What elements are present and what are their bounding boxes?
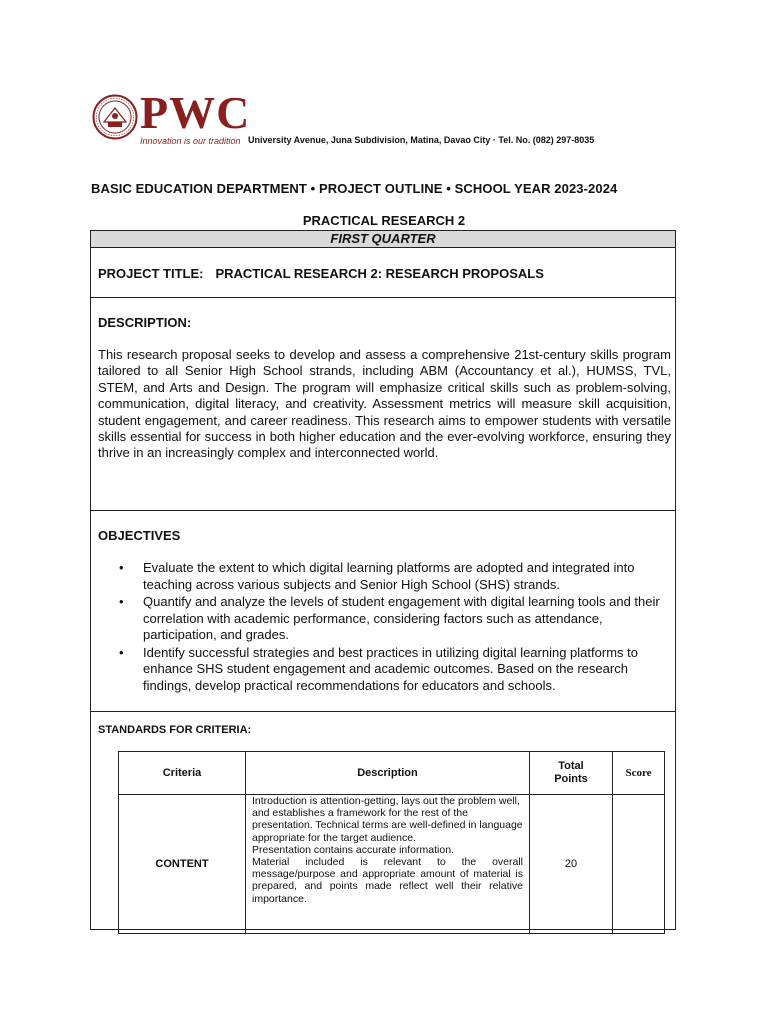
column-header-description: Description <box>246 752 530 795</box>
objective-item <box>98 594 671 644</box>
objectives-list <box>98 560 671 695</box>
description-text: This research proposal seeks to develop and assess a comprehensive 21st-century skills program tailored to all Senior High School strands, including ABM (Accountancy et al.), HUMSS, TVL, STEM, and Arts and Design. The program will emphasize critical skills such as problem-solving, communication, digital literacy, and creativity. Assessment metrics will measure skill acquisition, student engagement, and career readiness. This research aims to empower students with versatile skills essential for success in both higher education and the ever-evolving workforce, ensuring they thrive in an increasingly complex and interconnected world. <box>98 347 671 461</box>
score-cell[interactable] <box>613 795 665 934</box>
objective-text: Evaluate the extent to which digital learning platforms are adopted and integrated into teaching across various subjects and Senior High School (SHS) strands. <box>143 560 635 592</box>
total-points-label: Total Points <box>554 760 588 785</box>
divider <box>91 297 675 298</box>
bullet-icon: • <box>119 594 124 609</box>
letterhead <box>92 87 692 150</box>
bullet-icon: • <box>119 560 124 575</box>
bullet-icon: • <box>119 644 124 660</box>
project-outline-frame <box>90 230 676 930</box>
description-line: Material included is relevant to the overall message/purpose and appropriate amount of material is prepared, and points made reflect well their relative importance. <box>252 856 523 905</box>
brand-logo-text: PWC <box>140 87 251 138</box>
criteria-table <box>118 751 665 934</box>
description-line: Presentation contains accurate information. <box>252 843 454 856</box>
column-header-score: Score <box>613 752 665 795</box>
column-header-total-points <box>530 752 613 795</box>
description-line: and establishes a framework for the rest of the presentation. Technical terms are well-defined in language appropriate for the target audience. <box>252 807 523 844</box>
table-header-row <box>119 752 665 795</box>
project-title <box>98 266 544 281</box>
total-points-cell: 20 <box>530 795 613 934</box>
objective-text: Identify successful strategies and best practices in utilizing digital learning platforms to enhance SHS student engagement and academic outcomes. Based on the research findings, develop practical recommendations for educators and schools. <box>143 644 638 693</box>
description-cell <box>246 795 530 934</box>
subject-heading: PRACTICAL RESEARCH 2 <box>302 213 466 228</box>
objective-item <box>98 645 671 695</box>
project-title-label: PROJECT TITLE: <box>98 266 204 281</box>
objective-text: Quantify and analyze the levels of student engagement with digital learning tools and their correlation with academic performance, considering factors such as attendance, participation, and grades. <box>143 594 660 642</box>
divider <box>91 510 675 511</box>
project-title-value: PRACTICAL RESEARCH 2: RESEARCH PROPOSALS <box>215 266 544 281</box>
divider <box>91 711 675 712</box>
quarter-banner: FIRST QUARTER <box>91 231 675 248</box>
table-row <box>119 795 665 934</box>
column-header-criteria: Criteria <box>119 752 246 795</box>
criteria-cell: CONTENT <box>119 795 246 934</box>
brand-tagline: Innovation is our tradition <box>140 136 241 146</box>
standards-heading: STANDARDS FOR CRITERIA: <box>98 724 252 736</box>
school-address: University Avenue, Juna Subdivision, Matina, Davao City · Tel. No. (082) 297-8035 <box>248 135 595 145</box>
objective-item <box>98 560 671 593</box>
objectives-heading: OBJECTIVES <box>98 528 181 543</box>
school-seal-icon <box>92 94 138 140</box>
description-line: Introduction is attention-getting, lays out the problem well, <box>252 795 520 807</box>
department-heading: BASIC EDUCATION DEPARTMENT • PROJECT OUTLINE • SCHOOL YEAR 2023-2024 <box>91 181 618 196</box>
description-heading: DESCRIPTION: <box>98 315 192 330</box>
